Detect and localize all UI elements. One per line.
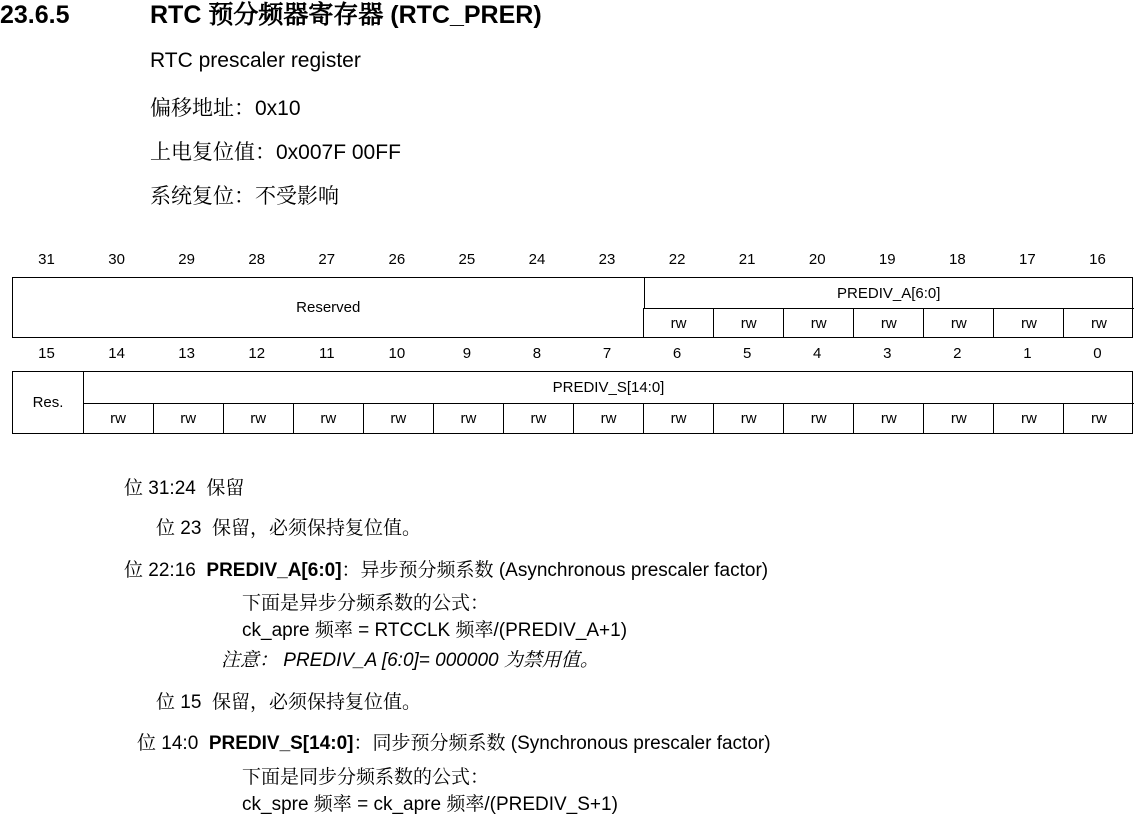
bit-number: 9: [462, 345, 472, 362]
access-rw-cell: rw: [783, 308, 853, 337]
bit-number: 26: [388, 251, 406, 268]
prediv-s-name: PREDIV_S[14:0]: [208, 733, 354, 754]
access-rw-cell: rw: [433, 403, 503, 433]
bit-number: 13: [178, 345, 195, 362]
upper-bit-numbers: [12, 249, 1133, 271]
bit-number: 1: [1023, 345, 1032, 362]
access-rw-cell: rw: [573, 403, 643, 433]
res-field: Res.: [32, 394, 64, 411]
prediv-a-formula-intro: 下面是异步分频系数的公式：: [242, 593, 490, 614]
bit-number: 15: [38, 345, 55, 362]
access-rw-cell: rw: [713, 403, 783, 433]
access-rw-cell: rw: [713, 308, 783, 337]
access-rw-cell: rw: [363, 403, 433, 433]
bit-number: 21: [738, 251, 756, 268]
register-lower-half: [12, 371, 1133, 434]
section-number: 23.6.5: [0, 1, 70, 29]
access-rw-cell: rw: [83, 403, 153, 433]
bit-number: 17: [1019, 251, 1036, 268]
reserved-field: Reserved: [296, 299, 361, 316]
prediv-a-note: 注意： PREDIV_A [6:0]= 000000 为禁用值。: [221, 650, 599, 671]
bit-number: 11: [318, 345, 335, 362]
bit-number: 23: [598, 251, 616, 268]
bit-number: 8: [532, 345, 542, 362]
section-title: RTC 预分频器寄存器 (RTC_PRER): [150, 1, 542, 29]
access-rw-cell: rw: [223, 403, 293, 433]
access-rw-cell: rw: [1063, 403, 1133, 433]
bit-desc-23: 位 23 保留，必须保持复位值。: [156, 518, 421, 539]
power-on-reset-value: 上电复位值：0x007F 00FF: [150, 141, 401, 164]
access-rw-cell: rw: [503, 403, 573, 433]
bit-number: 2: [953, 345, 962, 362]
bit-number: 19: [878, 251, 896, 268]
bit-number: 12: [248, 345, 266, 362]
bit-number: 31: [38, 251, 55, 268]
prediv-s-field: PREDIV_S[14:0]: [83, 372, 1133, 403]
access-rw-cell: rw: [643, 308, 713, 337]
bit-number: 25: [458, 251, 476, 268]
access-rw-cell: rw: [853, 308, 923, 337]
bit-desc-15: 位 15 保留，必须保持复位值。: [156, 692, 421, 713]
bit-number: 7: [602, 345, 612, 362]
system-reset: 系统复位：不受影响: [150, 185, 339, 208]
bit-desc-31-24: 位 31:24 保留: [124, 478, 245, 499]
register-upper-half: [12, 277, 1133, 338]
bit-desc-14-0: 位 14:0 PREDIV_S[14:0]：同步预分频系数 (Synchronous prescaler factor): [137, 733, 771, 754]
prediv-a-name: PREDIV_A[6:0]: [206, 560, 342, 581]
bit-desc-22-16: 位 22:16 PREDIV_A[6:0]：异步预分频系数 (Asynchronous prescaler factor): [124, 560, 769, 581]
bit-number: 0: [1093, 345, 1102, 362]
prediv-a-field: PREDIV_A[6:0]: [644, 278, 1134, 308]
access-rw-cell: rw: [993, 308, 1063, 337]
access-rw-cell: rw: [853, 403, 923, 433]
bit-number: 14: [108, 345, 125, 362]
access-rw-cell: rw: [1063, 308, 1133, 337]
bit-number: 6: [672, 345, 682, 362]
access-rw-cell: rw: [993, 403, 1063, 433]
prediv-s-formula-intro: 下面是同步分频系数的公式：: [242, 767, 490, 788]
prediv-s-formula: ck_spre 频率 = ck_apre 频率/(PREDIV_S+1): [242, 794, 618, 815]
bit-number: 10: [388, 345, 406, 362]
access-rw-cell: rw: [153, 403, 223, 433]
bit-number: 20: [808, 251, 826, 268]
access-rw-cell: rw: [643, 403, 713, 433]
bit-number: 24: [528, 251, 546, 268]
bit-number: 28: [248, 251, 266, 268]
bit-number: 30: [108, 251, 125, 268]
bit-number: 5: [742, 345, 752, 362]
bit-number: 18: [948, 251, 966, 268]
bit-number: 29: [178, 251, 195, 268]
bit-number: 3: [883, 345, 892, 362]
bit-number: 22: [668, 251, 686, 268]
access-rw-cell: rw: [923, 308, 993, 337]
bit-number: 4: [813, 345, 822, 362]
register-subtitle: RTC prescaler register: [150, 49, 361, 72]
offset-address: 偏移地址：0x10: [150, 97, 301, 120]
bit-number: 16: [1089, 251, 1106, 268]
lower-bit-numbers: [12, 343, 1133, 365]
access-rw-cell: rw: [923, 403, 993, 433]
bit-number: 27: [318, 251, 336, 268]
access-rw-cell: rw: [783, 403, 853, 433]
access-rw-cell: rw: [293, 403, 363, 433]
prediv-a-formula: ck_apre 频率 = RTCCLK 频率/(PREDIV_A+1): [242, 620, 628, 641]
